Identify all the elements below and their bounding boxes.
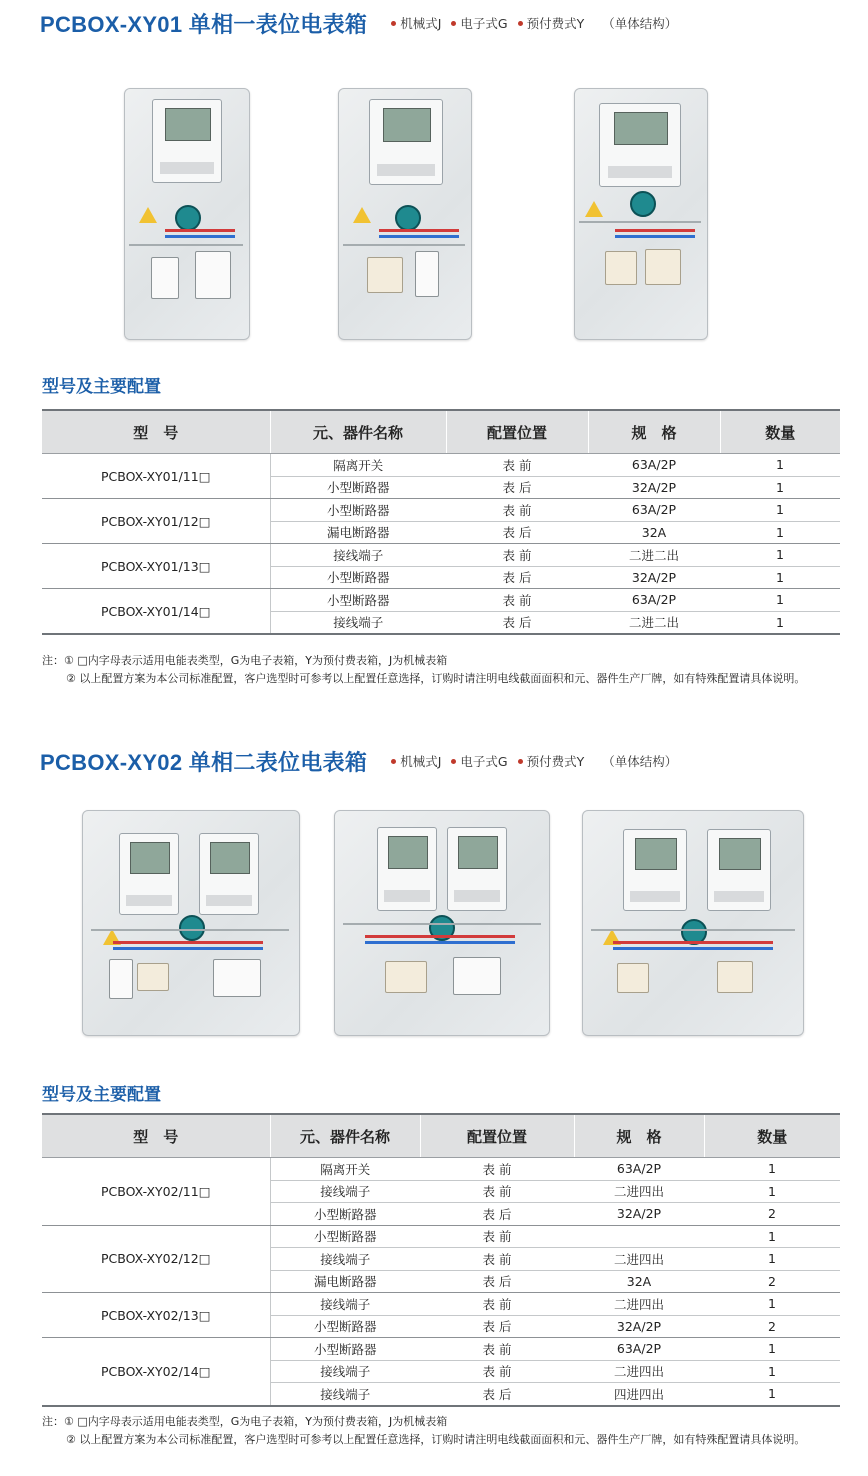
qty-cell: 1 (704, 1225, 840, 1248)
header-qty: 数量 (704, 1114, 840, 1158)
type-label: 预付费式Y (526, 754, 585, 769)
qty-cell: 1 (704, 1360, 840, 1383)
qty-cell: 1 (704, 1338, 840, 1361)
spec-cell: 二进四出 (574, 1360, 704, 1383)
section-header (40, 8, 677, 38)
meter-box-photo (574, 88, 708, 340)
note-2: ② 以上配置方案为本公司标准配置，客户选型时可参考以上配置任意选择，订购时请注明电线截面面积和元、器件生产厂牌，如有特殊配置请具体说明。 (66, 1433, 806, 1446)
component-cell: 接线端子 (270, 1383, 420, 1406)
meter-types (391, 752, 677, 770)
header-model: 型 号 (42, 410, 270, 454)
table-row (42, 589, 840, 612)
qty-cell: 1 (720, 454, 840, 477)
position-cell: 表 后 (446, 566, 588, 589)
component-cell: 小型断路器 (270, 566, 446, 589)
spec-cell: 二进四出 (574, 1180, 704, 1203)
meter-box-photo (82, 810, 300, 1036)
config-subtitle: 型号及主要配置 (42, 377, 161, 397)
qty-cell: 2 (704, 1315, 840, 1338)
terminal-image (645, 249, 681, 285)
qty-cell: 1 (720, 476, 840, 499)
position-cell: 表 前 (446, 499, 588, 522)
bullet-dot-icon (518, 759, 523, 764)
qty-cell: 1 (704, 1180, 840, 1203)
spec-cell: 32A/2P (574, 1315, 704, 1338)
position-cell: 表 后 (420, 1270, 574, 1293)
table-row (42, 499, 840, 522)
meter-box-photo (338, 88, 472, 340)
table-row (42, 1225, 840, 1248)
position-cell: 表 后 (446, 476, 588, 499)
position-cell: 表 后 (446, 521, 588, 544)
model-cell: PCBOX-XY01/12□ (42, 499, 270, 544)
component-cell: 小型断路器 (270, 589, 446, 612)
meter-types (391, 14, 677, 32)
spec-cell: 32A/2P (574, 1203, 704, 1226)
table-row (42, 1158, 840, 1181)
type-label: 电子式G (460, 16, 508, 31)
type-item (518, 14, 585, 32)
meter-image (623, 829, 687, 911)
spec-cell: 63A/2P (588, 589, 720, 612)
section-title: PCBOX-XY02 单相二表位电表箱 (40, 749, 368, 775)
breaker-image (109, 959, 133, 999)
seal-knob (630, 191, 656, 217)
qty-cell: 1 (704, 1158, 840, 1181)
terminal-image (617, 963, 649, 993)
bullet-dot-icon (391, 759, 396, 764)
type-item (451, 752, 507, 770)
breaker-image (151, 257, 179, 299)
qty-cell: 1 (720, 566, 840, 589)
bullet-dot-icon (451, 759, 456, 764)
meter-image (369, 99, 443, 185)
meter-image (707, 829, 771, 911)
model-cell: PCBOX-XY02/11□ (42, 1158, 270, 1226)
type-label: 电子式G (460, 754, 508, 769)
position-cell: 表 后 (446, 611, 588, 634)
meter-box-photo (582, 810, 804, 1036)
model-cell: PCBOX-XY01/11□ (42, 454, 270, 499)
model-cell: PCBOX-XY02/13□ (42, 1293, 270, 1338)
spec-cell: 32A (588, 521, 720, 544)
qty-cell: 1 (720, 499, 840, 522)
qty-cell: 1 (704, 1248, 840, 1271)
meter-box-photo (334, 810, 550, 1036)
header-component: 元、器件名称 (270, 1114, 420, 1158)
table-row (42, 454, 840, 477)
spec-cell: 二进二出 (588, 611, 720, 634)
terminal-image (137, 963, 169, 991)
position-cell: 表 前 (446, 454, 588, 477)
component-cell: 接线端子 (270, 1360, 420, 1383)
breaker-image (195, 251, 231, 299)
terminal-image (605, 251, 637, 285)
spec-cell: 二进四出 (574, 1293, 704, 1316)
model-cell: PCBOX-XY02/12□ (42, 1225, 270, 1293)
terminal-image (717, 961, 753, 993)
config-table (42, 409, 840, 635)
component-cell: 接线端子 (270, 544, 446, 567)
type-item (391, 752, 441, 770)
component-cell: 小型断路器 (270, 499, 446, 522)
note-1: 注：① □内字母表示适用电能表类型，G为电子表箱，Y为预付费表箱，J为机械表箱 (42, 1415, 448, 1428)
warning-icon (585, 201, 603, 217)
header-spec: 规 格 (574, 1114, 704, 1158)
meter-image (599, 103, 681, 187)
component-cell: 小型断路器 (270, 1315, 420, 1338)
spec-cell: 四进四出 (574, 1383, 704, 1406)
spec-cell: 32A (574, 1270, 704, 1293)
qty-cell: 1 (704, 1383, 840, 1406)
bullet-dot-icon (518, 21, 523, 26)
component-cell: 小型断路器 (270, 476, 446, 499)
position-cell: 表 前 (420, 1338, 574, 1361)
header-model: 型 号 (42, 1114, 270, 1158)
type-item (518, 752, 585, 770)
meter-image (119, 833, 179, 915)
structure-label: （单体结构） (602, 16, 678, 31)
position-cell: 表 后 (420, 1383, 574, 1406)
header-spec: 规 格 (588, 410, 720, 454)
model-cell: PCBOX-XY01/14□ (42, 589, 270, 635)
position-cell: 表 前 (446, 544, 588, 567)
meter-image (152, 99, 222, 183)
spec-cell: 32A/2P (588, 476, 720, 499)
spec-cell (574, 1225, 704, 1248)
type-label: 预付费式Y (526, 16, 585, 31)
section-title: PCBOX-XY01 单相一表位电表箱 (40, 11, 368, 37)
type-label: 机械式J (400, 754, 442, 769)
note-2: ② 以上配置方案为本公司标准配置，客户选型时可参考以上配置任意选择，订购时请注明电线截面面积和元、器件生产厂牌，如有特殊配置请具体说明。 (66, 672, 806, 685)
spec-cell: 二进二出 (588, 544, 720, 567)
header-component: 元、器件名称 (270, 410, 446, 454)
table-row (42, 544, 840, 567)
notes (42, 1413, 805, 1449)
seal-knob (175, 205, 201, 231)
spec-cell: 二进四出 (574, 1248, 704, 1271)
table-row (42, 1338, 840, 1361)
breaker-image (453, 957, 501, 995)
component-cell: 接线端子 (270, 1293, 420, 1316)
position-cell: 表 前 (420, 1158, 574, 1181)
model-cell: PCBOX-XY02/14□ (42, 1338, 270, 1406)
header-qty: 数量 (720, 410, 840, 454)
spec-cell: 32A/2P (588, 566, 720, 589)
table-row (42, 1293, 840, 1316)
breaker-image (415, 251, 439, 297)
breaker-image (213, 959, 261, 997)
component-cell: 隔离开关 (270, 454, 446, 477)
table-header-row (42, 1114, 840, 1158)
meter-image (199, 833, 259, 915)
config-table (42, 1113, 840, 1407)
component-cell: 漏电断路器 (270, 521, 446, 544)
type-item (391, 14, 441, 32)
spec-cell: 63A/2P (574, 1338, 704, 1361)
notes (42, 652, 805, 688)
meter-image (447, 827, 507, 911)
component-cell: 接线端子 (270, 1248, 420, 1271)
spec-cell: 63A/2P (588, 454, 720, 477)
position-cell: 表 前 (420, 1248, 574, 1271)
position-cell: 表 前 (420, 1225, 574, 1248)
terminal-image (385, 961, 427, 993)
position-cell: 表 前 (420, 1293, 574, 1316)
qty-cell: 2 (704, 1203, 840, 1226)
bullet-dot-icon (451, 21, 456, 26)
position-cell: 表 前 (420, 1360, 574, 1383)
header-position: 配置位置 (446, 410, 588, 454)
qty-cell: 1 (720, 521, 840, 544)
position-cell: 表 后 (420, 1203, 574, 1226)
seal-knob (179, 915, 205, 941)
spec-cell: 63A/2P (574, 1158, 704, 1181)
terminal-image (367, 257, 403, 293)
header-position: 配置位置 (420, 1114, 574, 1158)
component-cell: 小型断路器 (270, 1338, 420, 1361)
component-cell: 小型断路器 (270, 1203, 420, 1226)
structure-label: （单体结构） (602, 754, 678, 769)
component-cell: 小型断路器 (270, 1225, 420, 1248)
component-cell: 漏电断路器 (270, 1270, 420, 1293)
qty-cell: 1 (720, 544, 840, 567)
component-cell: 隔离开关 (270, 1158, 420, 1181)
meter-box-photo (124, 88, 250, 340)
component-cell: 接线端子 (270, 1180, 420, 1203)
position-cell: 表 后 (420, 1315, 574, 1338)
meter-image (377, 827, 437, 911)
position-cell: 表 前 (420, 1180, 574, 1203)
note-1: 注：① □内字母表示适用电能表类型，G为电子表箱，Y为预付费表箱，J为机械表箱 (42, 654, 448, 667)
type-label: 机械式J (400, 16, 442, 31)
component-cell: 接线端子 (270, 611, 446, 634)
model-cell: PCBOX-XY01/13□ (42, 544, 270, 589)
qty-cell: 2 (704, 1270, 840, 1293)
warning-icon (353, 207, 371, 223)
section-header (40, 746, 677, 776)
qty-cell: 1 (720, 611, 840, 634)
type-item (451, 14, 507, 32)
qty-cell: 1 (720, 589, 840, 612)
warning-icon (139, 207, 157, 223)
table-header-row (42, 410, 840, 454)
seal-knob (395, 205, 421, 231)
qty-cell: 1 (704, 1293, 840, 1316)
position-cell: 表 前 (446, 589, 588, 612)
spec-cell: 63A/2P (588, 499, 720, 522)
bullet-dot-icon (391, 21, 396, 26)
config-subtitle: 型号及主要配置 (42, 1085, 161, 1105)
